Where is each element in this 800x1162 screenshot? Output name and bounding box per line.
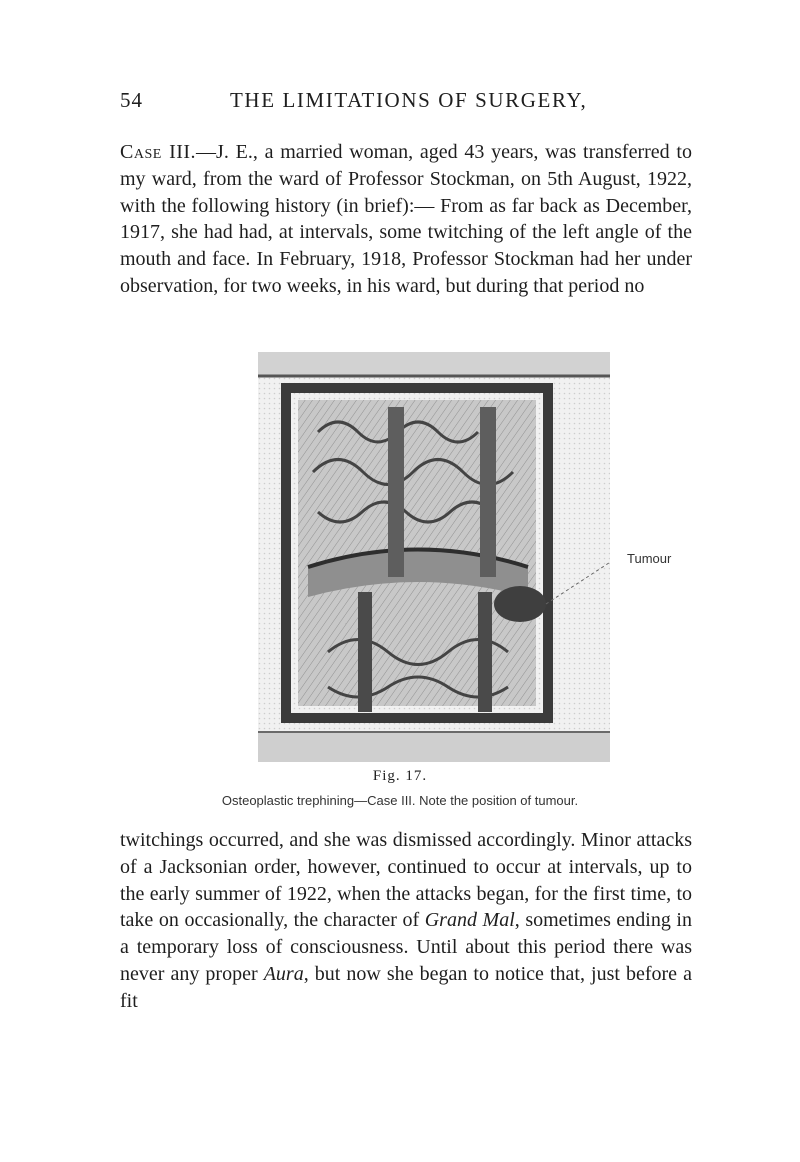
- running-title: THE LIMITATIONS OF SURGERY,: [230, 88, 588, 112]
- paragraph-continuation: [120, 827, 692, 1015]
- case-label: Case III.: [120, 141, 197, 163]
- paragraph-2-text-b: , sometimes ending in a temporary loss of consciousness. Until about this period there was never any proper: [120, 909, 692, 985]
- paragraph-2-italic-aura: Aura: [263, 962, 304, 985]
- paragraph-2-italic-grand-mal: Grand Mal: [424, 909, 515, 932]
- paragraph-case-intro: [120, 139, 692, 300]
- paragraph-1-text: —J. E., a married woman, aged 43 years, was transferred to my ward, from the ward of Professor Stockman, on 5th August, 1922, with the following history (in brief):— From as far back as December, 1917, she had had, at intervals, some twitching of the left angle of the mouth and face. In February, 1918, Professor Stockman had her under observation, for two weeks, in his ward, but during that period no: [120, 141, 692, 297]
- page-number: 54: [120, 88, 143, 112]
- figure-number: Fig. 17.: [372, 768, 428, 784]
- page-header: [120, 88, 690, 118]
- paragraph-2-text-c: , but now she began to notice that, just before a fit: [120, 962, 692, 1012]
- paragraph-2-text-a: twitchings occurred, and she was dismissed accordingly. Minor attacks of a Jacksonian order, however, continued to occur at intervals, up to the early summer of 1922, when the attacks began, for the first time, to take on occasionally, the character of: [120, 829, 692, 932]
- figure-17-illustration: [258, 352, 610, 762]
- figure-label-tumour: Tumour: [627, 551, 672, 566]
- figure-caption: Osteoplastic trephining—Case III. Note the position of tumour.: [221, 793, 579, 808]
